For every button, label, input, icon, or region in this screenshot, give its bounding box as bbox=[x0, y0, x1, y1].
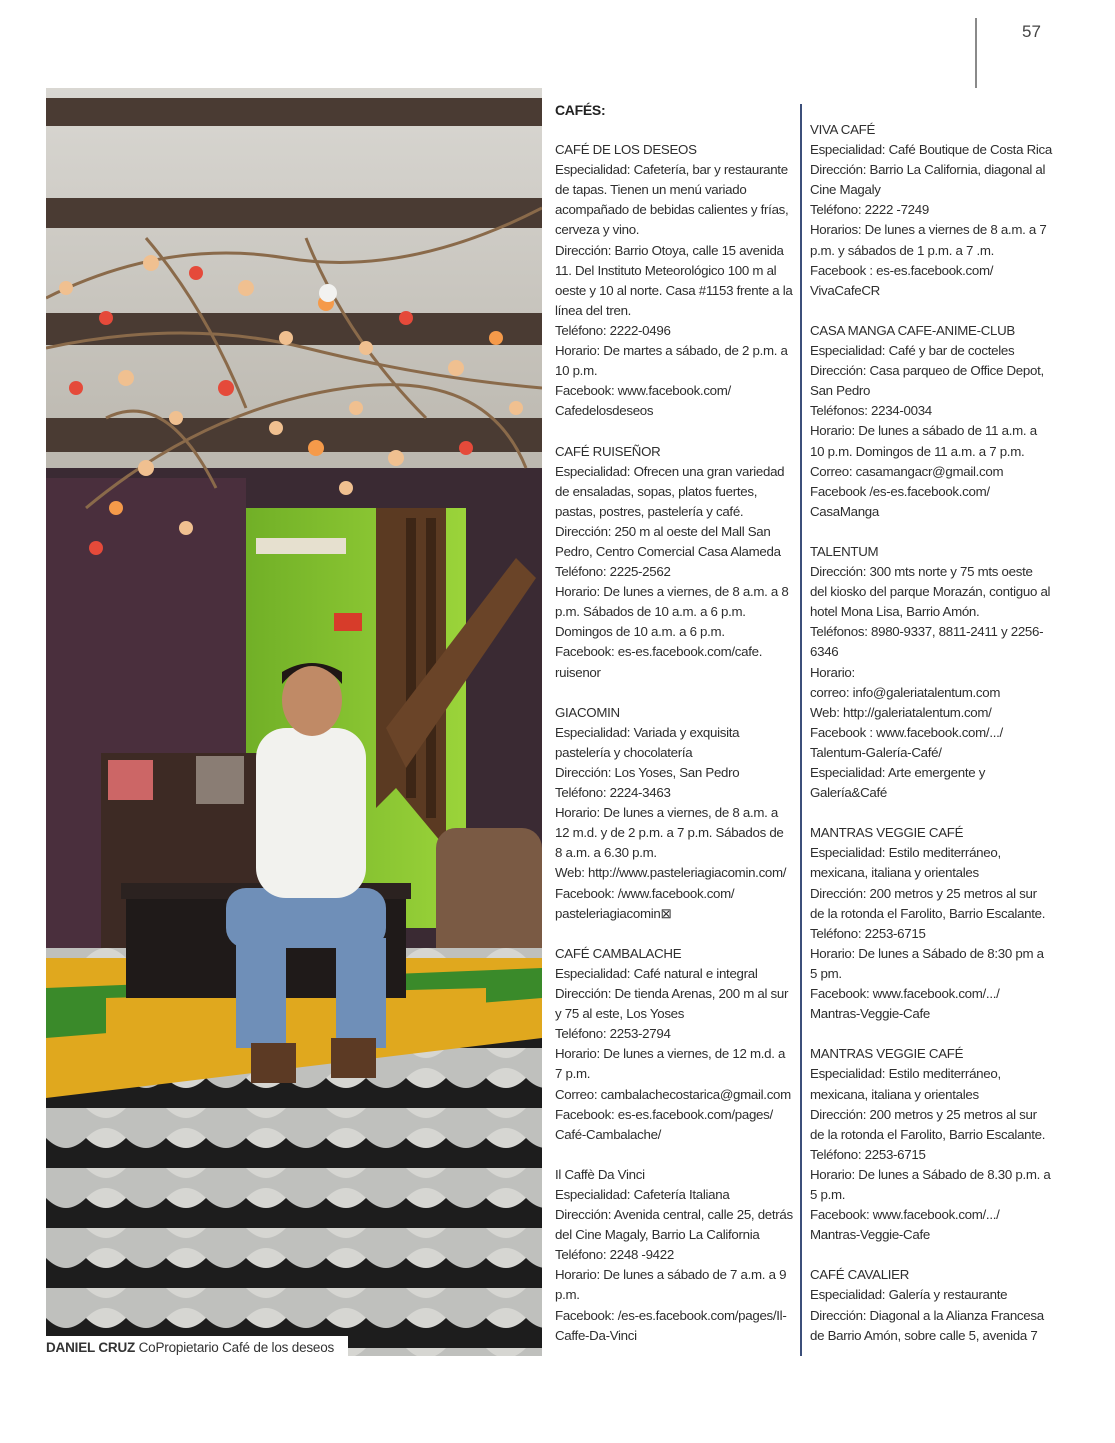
cafe-detail-line: Facebook: www.facebook.com/.../ Mantras-Veggie-Cafe bbox=[810, 1207, 1000, 1243]
left-column bbox=[555, 100, 793, 1366]
cafe-detail-line: Web: http://galeriatalentum.com/ bbox=[810, 704, 992, 720]
cafe-name: VIVA CAFÉ bbox=[810, 122, 876, 137]
cafe-name: TALENTUM bbox=[810, 543, 879, 559]
page-number: 57 bbox=[1022, 22, 1041, 41]
cafe-detail-line: Teléfonos: 2234-0034 bbox=[810, 403, 932, 419]
cafe-detail-line: Teléfono: 2253-6715 bbox=[810, 1146, 926, 1162]
cafe-detail-line: Dirección: De tienda Arenas, 200 m al sur y 75 al este, Los Yoses bbox=[555, 986, 789, 1022]
cafe-detail-line: Facebook: www.facebook.com/ Cafedelosdeseos bbox=[555, 383, 731, 419]
cafe-name: CASA MANGA CAFE-ANIME-CLUB bbox=[810, 322, 1015, 338]
cafe-name: CAFÉ RUISEÑOR bbox=[555, 443, 661, 459]
cafe-detail-line: Dirección: 250 m al oeste del Mall San Pedro, Centro Comercial Casa Alameda bbox=[555, 523, 781, 559]
cafe-detail-line: Teléfono: 2224-3463 bbox=[555, 785, 671, 801]
cafe-entry bbox=[810, 1265, 1052, 1345]
cafe-detail-line: Horarios: De lunes a viernes de 8 a.m. a 7 p.m. y sábados de 1 p.m. a 7 .m. bbox=[810, 222, 1047, 258]
cafe-detail-line: Horario: De lunes a viernes, de 8 a.m. a 8 p.m. Sábados de 10 a.m. a 6 p.m. Domingos de 10 a.m. a 6 p.m. bbox=[555, 584, 789, 640]
cafe-detail-line: Dirección: Casa parqueo de Office Depot, San Pedro bbox=[810, 363, 1044, 399]
cafe-detail-line: Teléfono: 2222 -7249 bbox=[810, 202, 929, 218]
cafe-detail-line: Especialidad: Cafetería Italiana bbox=[555, 1186, 730, 1202]
cafe-name: MANTRAS VEGGIE CAFÉ bbox=[810, 825, 964, 841]
cafe-detail-line: Teléfonos: 8980-9337, 8811-2411 y 2256-6346 bbox=[810, 624, 1044, 660]
cafe-detail-line: Teléfono: 2222-0496 bbox=[555, 322, 671, 338]
cafe-detail-line: Especialidad: Estilo mediterráneo, mexicana, italiana y orientales bbox=[810, 1066, 1001, 1102]
caption-role: CoPropietario Café de los deseos bbox=[138, 1340, 335, 1355]
cafe-entry bbox=[810, 542, 1052, 803]
cafe-detail-line: Correo: casamangacr@gmail.com bbox=[810, 463, 1004, 479]
cafe-entry bbox=[810, 823, 1052, 1024]
cafe-entry bbox=[555, 442, 793, 683]
cafe-detail-line: Especialidad: Ofrecen una gran variedad de ensaladas, sopas, platos fuertes, pastas, postres, pastelería y café. bbox=[555, 463, 785, 519]
cafe-detail-line: Facebook: es-es.facebook.com/cafe. ruisenor bbox=[555, 644, 763, 680]
caption-name: DANIEL CRUZ bbox=[46, 1340, 136, 1355]
cafe-name: GIACOMIN bbox=[555, 704, 620, 720]
cafe-detail-line: Facebook: /www.facebook.com/ pasteleriagiacomin⊠ bbox=[555, 885, 735, 921]
cafe-detail-line: Horario: De lunes a viernes, de 12 m.d. a 7 p.m. bbox=[555, 1046, 786, 1082]
cafe-detail-line: Teléfono: 2253-6715 bbox=[810, 925, 926, 941]
right-entries bbox=[810, 120, 1052, 1346]
cafe-photo bbox=[46, 88, 542, 1356]
cafe-detail-line: Horario: De lunes a sábado de 7 a.m. a 9 p.m. bbox=[555, 1267, 787, 1303]
cafe-detail-line: Facebook: www.facebook.com/.../ Mantras-Veggie-Cafe bbox=[810, 986, 1000, 1022]
cafe-detail-line: Dirección: Barrio Otoya, calle 15 avenida 11. Del Instituto Meteorológico 100 m al oeste y 10 al norte. Casa #1153 frente a la línea del tren. bbox=[555, 242, 793, 318]
cafe-detail-line: Facebook /es-es.facebook.com/ CasaManga bbox=[810, 483, 990, 519]
cafe-entry bbox=[555, 140, 793, 421]
cafe-name: MANTRAS VEGGIE CAFÉ bbox=[810, 1046, 964, 1062]
cafe-entry bbox=[810, 321, 1052, 522]
cafe-detail-line: Horario: De lunes a sábado de 11 a.m. a 10 p.m. Domingos de 11 a.m. a 7 p.m. bbox=[810, 423, 1037, 459]
section-title: CAFÉS: bbox=[555, 102, 606, 118]
cafe-detail-line: Web: http://www.pasteleriagiacomin.com/ bbox=[555, 865, 787, 881]
cafe-detail-line: Correo: cambalachecostarica@gmail.com bbox=[555, 1086, 791, 1102]
cafe-detail-line: Horario: De lunes a Sábado de 8.30 p.m. a 5 p.m. bbox=[810, 1166, 1051, 1202]
cafe-detail-line: Teléfono: 2248 -9422 bbox=[555, 1247, 674, 1263]
cafe-entry bbox=[555, 1165, 793, 1346]
cafe-detail-line: Dirección: Diagonal a la Alianza Francesa de Barrio Amón, sobre calle 5, avenida 7 bbox=[810, 1307, 1044, 1343]
cafe-detail-line: Especialidad: Estilo mediterráneo, mexicana, italiana y orientales bbox=[810, 845, 1001, 881]
cafe-detail-line: Dirección: 200 metros y 25 metros al sur de la rotonda el Farolito, Barrio Escalante. bbox=[810, 885, 1046, 921]
cafe-detail-line: Especialidad: Arte emergente y Galería&Café bbox=[810, 765, 986, 801]
cafe-name: Il Caffè Da Vinci bbox=[555, 1166, 645, 1182]
cafe-detail-line: Facebook: /es-es.facebook.com/pages/Il-Caffe-Da-Vinci bbox=[555, 1307, 787, 1343]
cafe-detail-line: Horario: De lunes a viernes, de 8 a.m. a 12 m.d. y de 2 p.m. a 7 p.m. Sábados de 8 a.m. a 6.30 p.m. bbox=[555, 805, 784, 861]
cafe-detail-line: Dirección: 200 metros y 25 metros al sur de la rotonda el Farolito, Barrio Escalante. bbox=[810, 1106, 1046, 1142]
column-divider bbox=[800, 104, 802, 1356]
cafe-entry bbox=[810, 1044, 1052, 1245]
cafe-detail-line: Teléfono: 2253-2794 bbox=[555, 1026, 671, 1042]
cafe-entry bbox=[555, 944, 793, 1145]
cafe-detail-line: correo: info@galeriatalentum.com bbox=[810, 684, 1001, 700]
cafe-detail-line: Facebook : es-es.facebook.com/ VivaCafeCR bbox=[810, 262, 994, 298]
cafe-detail-line: Dirección: Los Yoses, San Pedro bbox=[555, 765, 740, 780]
cafe-detail-line: Horario: bbox=[810, 664, 855, 680]
right-column bbox=[810, 120, 1052, 1366]
cafe-detail-line: Especialidad: Café y bar de cocteles bbox=[810, 343, 1015, 359]
cafe-entry bbox=[555, 703, 793, 924]
cafe-name: CAFÉ CAMBALACHE bbox=[555, 945, 682, 961]
cafe-detail-line: Especialidad: Café Boutique de Costa Rica bbox=[810, 142, 1052, 158]
cafe-name: CAFÉ DE LOS DESEOS bbox=[555, 142, 697, 158]
photo-caption bbox=[46, 1336, 348, 1357]
cafe-detail-line: Dirección: 300 mts norte y 75 mts oeste del kiosko del parque Morazán, contiguo al hotel Mona Lisa, Barrio Amón. bbox=[810, 564, 1051, 620]
cafe-detail-line: Facebook : www.facebook.com/.../ Talentum-Galería-Café/ bbox=[810, 724, 1003, 760]
cafe-name: CAFÉ CAVALIER bbox=[810, 1267, 910, 1283]
cafe-detail-line: Especialidad: Cafetería, bar y restaurante de tapas. Tienen un menú variado acompañado de bebidas calientes y frías, cerveza y vino. bbox=[555, 162, 789, 238]
cafe-detail-line: Horario: De lunes a Sábado de 8:30 pm a 5 pm. bbox=[810, 945, 1044, 981]
cafe-detail-line: Dirección: Avenida central, calle 25, detrás del Cine Magaly, Barrio La California bbox=[555, 1207, 793, 1243]
cafe-detail-line: Facebook: es-es.facebook.com/pages/ Café-Cambalache/ bbox=[555, 1106, 773, 1142]
cafe-detail-line: Especialidad: Variada y exquisita pastelería y chocolatería bbox=[555, 724, 740, 760]
cafe-detail-line: Dirección: Barrio La California, diagonal al Cine Magaly bbox=[810, 162, 1046, 198]
cafe-detail-line: Teléfono: 2225-2562 bbox=[555, 564, 671, 580]
cafe-entry bbox=[810, 120, 1052, 301]
cafe-detail-line: Especialidad: Galería y restaurante bbox=[810, 1287, 1008, 1303]
cafe-detail-line: Horario: De martes a sábado, de 2 p.m. a 10 p.m. bbox=[555, 343, 788, 379]
cafe-detail-line: Especialidad: Café natural e integral bbox=[555, 965, 758, 981]
top-rule bbox=[975, 18, 977, 88]
left-entries bbox=[555, 140, 793, 1346]
